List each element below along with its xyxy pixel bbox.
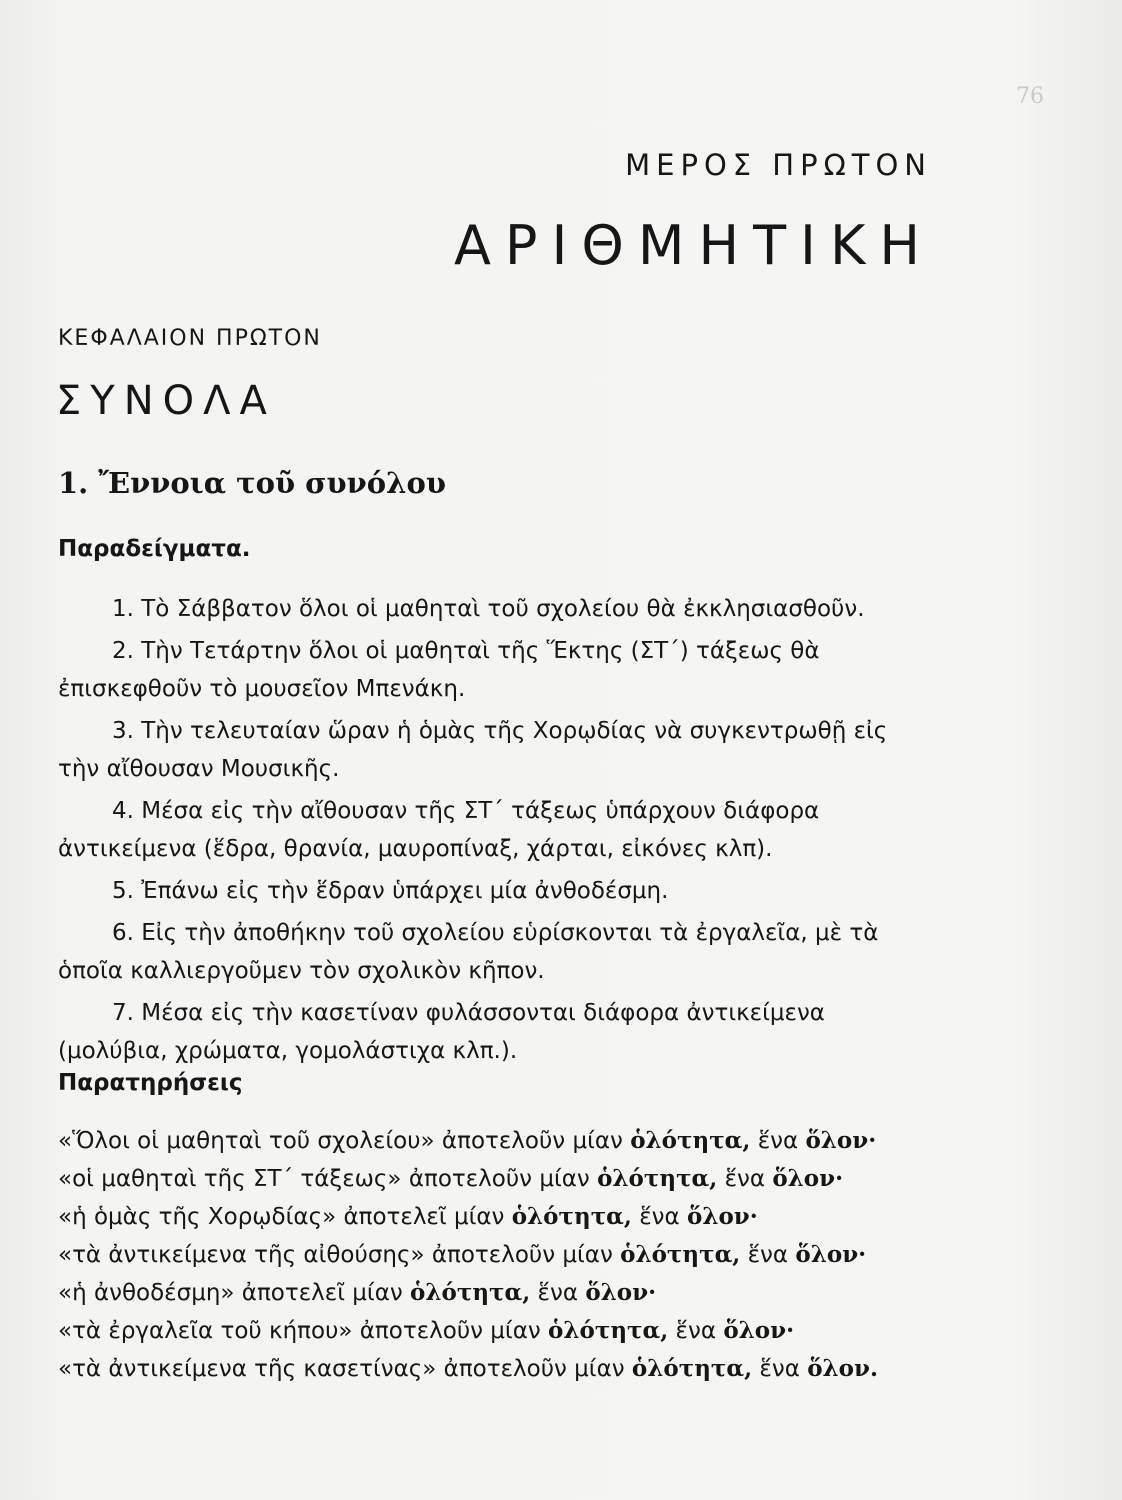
note-bold-term: ὅλον· [723,1317,795,1344]
example-item: 4. Μέσα εἰς τὴν αἴθουσαν τῆς ΣΤ΄ τάξεως ὑπάρχουν διάφορα ἀντικείμενα (ἕδρα, θρανία, μαυροπίναξ, χάρται, εἰκόνες κλπ). [58,798,820,862]
subject-title: ΑΡΙΘΜΗΤΙΚΗ [453,214,934,277]
section-title: 1. Ἔννοια τοῦ συνόλου [58,466,446,500]
note-bold-term: ὁλότητα, [620,1241,741,1268]
note-line [58,1122,928,1160]
note-text: «τὰ ἀντικείμενα τῆς κασετίνας» ἀποτελοῦν μίαν [58,1356,632,1382]
note-line [58,1350,928,1388]
example-item: 3. Τὴν τελευταίαν ὥραν ἡ ὁμὰς τῆς Χορῳδίας νὰ συγκεντρωθῇ εἰς τὴν αἴθουσαν Μουσικῆς. [58,718,888,782]
part-title: ΜΕΡΟΣ ΠΡΩΤΟΝ [625,148,932,182]
note-bold-term: ὁλότητα, [511,1203,632,1230]
note-bold-term: ὅλον· [686,1203,758,1230]
note-text: «τὰ ἀντικείμενα τῆς αἰθούσης» ἀποτελοῦν μίαν [58,1242,621,1268]
note-text: ἕνα [530,1280,586,1306]
note-line [58,1312,928,1350]
note-bold-term: ὅλον. [807,1355,878,1382]
note-bold-term: ὅλον· [805,1127,877,1154]
note-bold-term: ὁλότητα, [410,1279,531,1306]
note-text: «ἡ ἀνθοδέσμη» ἀποτελεῖ μίαν [58,1280,411,1306]
example-item: 1. Τὸ Σάββατον ὅλοι οἱ μαθηταὶ τοῦ σχολείου θὰ ἐκκλησιασθοῦν. [112,596,865,622]
examples-heading: Παραδείγματα. [58,536,251,562]
example-item: 5. Ἐπάνω εἰς τὴν ἕδραν ὑπάρχει μία ἀνθοδέσμη. [112,878,669,904]
note-text: ἕνα [740,1242,796,1268]
note-bold-term: ὁλότητα, [597,1165,718,1192]
note-line [58,1198,928,1236]
note-text: «Ὅλοι οἱ μαθηταὶ τοῦ σχολείου» ἀποτελοῦν μίαν [58,1128,631,1154]
note-text: ἕνα [717,1166,773,1192]
note-text: «τὰ ἐργαλεῖα τοῦ κήπου» ἀποτελοῦν μίαν [58,1318,549,1344]
example-item: 7. Μέσα εἰς τὴν κασετίναν φυλάσσονται διάφορα ἀντικείμενα (μολύβια, χρώματα, γομολάστιχα κλπ.). [58,1000,825,1064]
chapter-title: ΣΥΝΟΛΑ [56,378,276,424]
note-text: ἕνα [752,1356,808,1382]
note-line [58,1160,928,1198]
page-number: 76 [1016,84,1044,109]
note-text: ἕνα [750,1128,806,1154]
notes-heading: Παρατηρήσεις [58,1070,243,1096]
examples-list [58,590,928,1074]
note-text: «οἱ μαθηταὶ τῆς ΣΤ΄ τάξεως» ἀποτελοῦν μίαν [58,1166,598,1192]
note-bold-term: ὁλότητα, [630,1127,751,1154]
example-item: 2. Τὴν Τετάρτην ὅλοι οἱ μαθηταὶ τῆς Ἕκτης (ΣΤ΄) τάξεως θὰ ἐπισκεφθοῦν τὸ μουσεῖον Μπενάκη. [58,638,820,702]
chapter-label: ΚΕΦΑΛΑΙΟΝ ΠΡΩΤΟΝ [58,326,322,351]
note-text: ἕνα [668,1318,724,1344]
note-bold-term: ὅλον· [585,1279,657,1306]
note-bold-term: ὁλότητα, [631,1355,753,1382]
notes-list [58,1122,928,1388]
note-line [58,1236,928,1274]
note-bold-term: ὅλον· [795,1241,867,1268]
example-item: 6. Εἰς τὴν ἀποθήκην τοῦ σχολείου εὑρίσκονται τὰ ἐργαλεῖα, μὲ τὰ ὁποῖα καλλιεργοῦμεν τὸν σχολικὸν κῆπον. [58,920,879,984]
note-text: «ἡ ὁμὰς τῆς Χορῳδίας» ἀποτελεῖ μίαν [58,1204,512,1230]
note-line [58,1274,928,1312]
note-text: ἕνα [631,1204,687,1230]
note-bold-term: ὅλον· [772,1165,844,1192]
note-bold-term: ὁλότητα, [548,1317,669,1344]
